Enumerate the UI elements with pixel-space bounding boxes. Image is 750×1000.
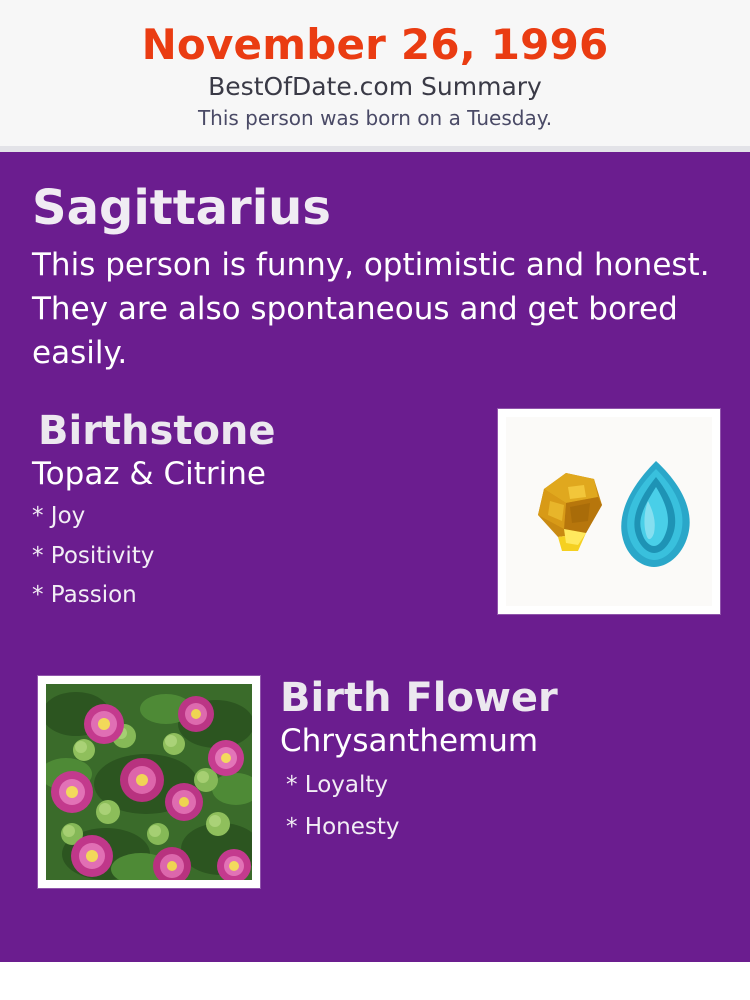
birthstone-name: Topaz & Citrine	[32, 455, 266, 492]
birthflower-text	[280, 676, 720, 841]
birthstone-photo-frame	[498, 409, 720, 614]
birthstone-trait: * Positivity	[32, 542, 155, 569]
card-header	[0, 0, 750, 146]
birthstone-trait: * Passion	[32, 582, 137, 609]
page-title: November 26, 1996	[141, 20, 609, 69]
birthflower-section	[30, 676, 720, 891]
birthstone-title: Birthstone	[38, 407, 276, 454]
birthflower-photo-frame	[38, 676, 260, 888]
birthstone-text	[30, 409, 470, 610]
birthstone-section	[30, 409, 720, 634]
birthstone-gems-photo	[506, 417, 712, 606]
flower-illustration	[46, 684, 252, 880]
site-subtitle: BestOfDate.com Summary	[208, 72, 542, 102]
birthflower-name: Chrysanthemum	[280, 722, 539, 759]
birthstone-trait: * Joy	[32, 502, 86, 529]
gems-illustration	[506, 417, 712, 606]
main-panel	[0, 152, 750, 962]
birth-day-note: This person was born on a Tuesday.	[197, 106, 553, 131]
birthflower-trait: * Loyalty	[286, 771, 389, 798]
birthflower-trait: * Honesty	[286, 813, 400, 840]
zodiac-description: This person is funny, optimistic and honest. They are also spontaneous and get bored easily.	[32, 246, 710, 371]
chrysanthemum-photo	[46, 684, 252, 880]
zodiac-sign-title: Sagittarius	[32, 180, 331, 237]
birthflower-title: Birth Flower	[280, 674, 558, 721]
